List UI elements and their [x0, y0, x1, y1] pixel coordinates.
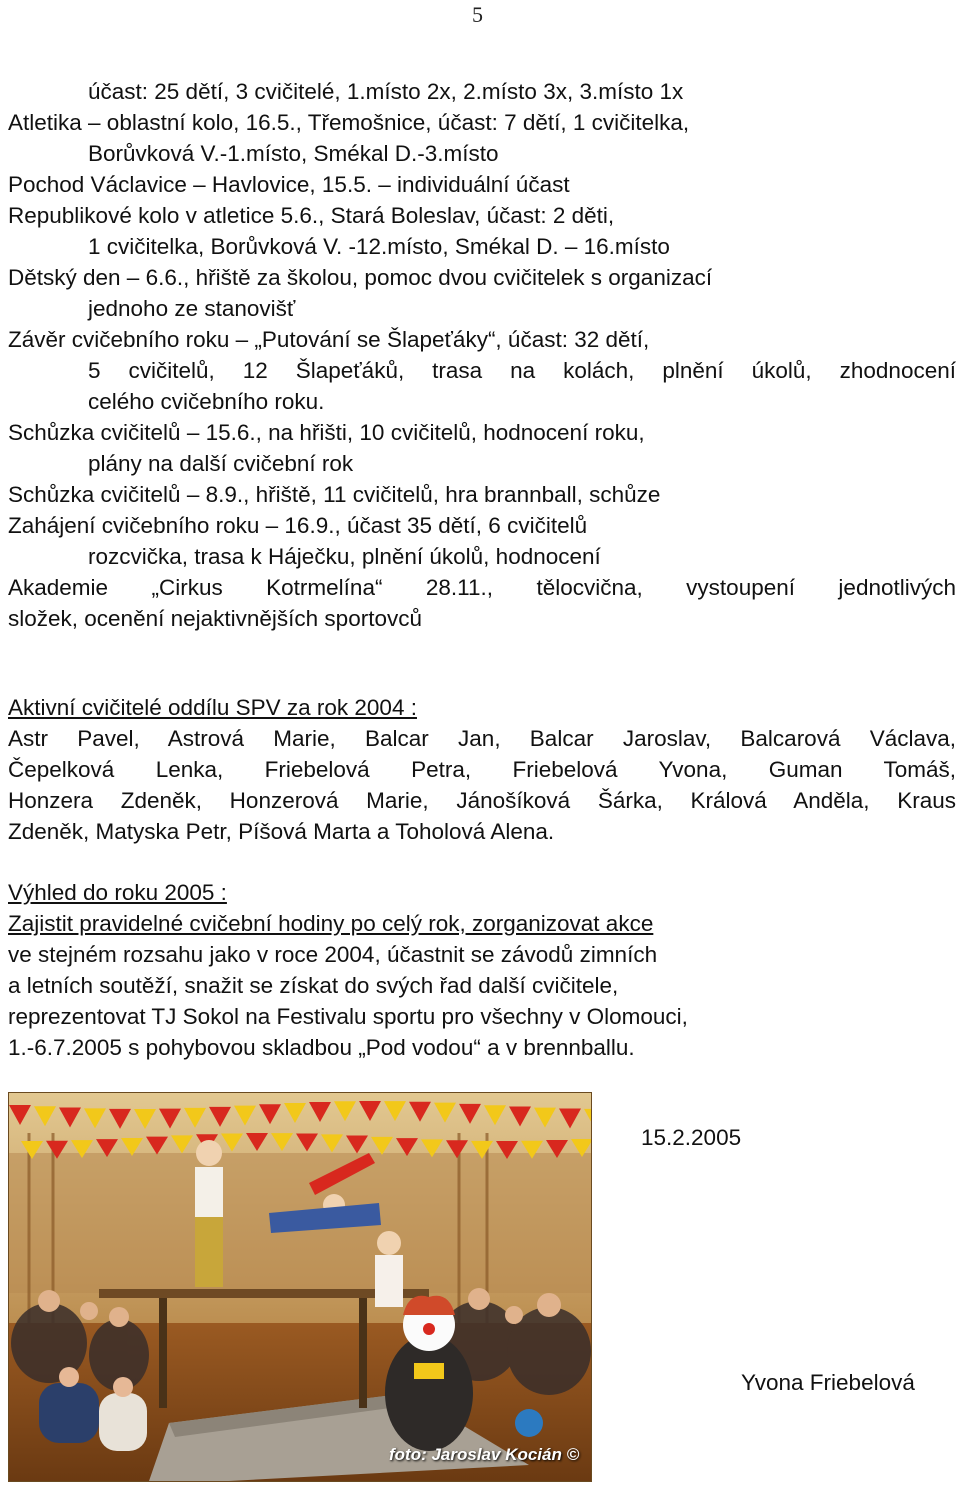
activity-item	[8, 169, 956, 200]
activity-line: Zahájení cvičebního roku – 16.9., účast 35 dětí, 6 cvičitelů	[8, 513, 588, 538]
activity-line: rozcvička, trasa k Háječku, plnění úkolů, hodnocení	[88, 544, 601, 569]
activity-item	[8, 200, 956, 262]
activity-line: účast: 25 dětí, 3 cvičitelé, 1.místo 2x, 2.místo 3x, 3.místo 1x	[88, 79, 684, 104]
photo-credit: foto: Jaroslav Kocián ©	[389, 1445, 580, 1464]
activity-item	[8, 572, 956, 634]
activity-item	[8, 262, 956, 324]
activity-line: 5 cvičitelů, 12 Šlapeťáků, trasa na kolách, plnění úkolů, zhodnocení	[88, 358, 956, 383]
outlook-line: ve stejném rozsahu jako v roce 2004, účastnit se závodů zimních	[8, 942, 658, 967]
activity-line: Republikové kolo v atletice 5.6., Stará Boleslav, účast: 2 děti,	[8, 203, 615, 228]
activity-line: Atletika – oblastní kolo, 16.5., Třemošnice, účast: 7 dětí, 1 cvičitelka,	[8, 110, 690, 135]
activity-item	[8, 324, 956, 417]
activity-line: celého cvičebního roku.	[88, 389, 325, 414]
instructors-line: Čepelková Lenka, Friebelová Petra, Friebelová Yvona, Guman Tomáš,	[8, 757, 956, 782]
activity-item	[8, 107, 956, 169]
activity-list	[8, 76, 956, 634]
outlook-line: reprezentovat TJ Sokol na Festivalu sportu pro všechny v Olomouci,	[8, 1004, 688, 1029]
activity-item	[8, 76, 956, 107]
photo-illustration	[9, 1093, 591, 1481]
activity-line: Dětský den – 6.6., hřiště za školou, pomoc dvou cvičitelek s organizací	[8, 265, 713, 290]
author-name: Yvona Friebelová	[741, 1370, 915, 1395]
active-instructors-section	[8, 692, 956, 847]
outlook-text	[8, 908, 956, 1063]
outlook-line: Zajistit pravidelné cvičební hodiny po celý rok, zorganizovat akce	[8, 911, 654, 936]
gym-performance-photo	[8, 1092, 592, 1482]
activity-line: Akademie „Cirkus Kotrmelína“ 28.11., tělocvična, vystoupení jednotlivých	[8, 575, 956, 600]
activity-item	[8, 417, 956, 479]
page-number: 5	[472, 2, 483, 27]
outlook-section	[8, 877, 956, 1063]
outlook-heading: Výhled do roku 2005 :	[8, 880, 227, 905]
active-instructors-heading: Aktivní cvičitelé oddílu SPV za rok 2004 :	[8, 695, 417, 720]
activity-line: složek, ocenění nejaktivnějších sportovců	[8, 606, 422, 631]
activity-line: Schůzka cvičitelů – 15.6., na hřišti, 10 cvičitelů, hodnocení roku,	[8, 420, 645, 445]
instructors-line: Zdeněk, Matyska Petr, Píšová Marta a Toholová Alena.	[8, 819, 555, 844]
activity-line: Borůvková V.-1.místo, Smékal D.-3.místo	[88, 141, 499, 166]
activity-item	[8, 510, 956, 572]
instructors-line: Honzera Zdeněk, Honzerová Marie, Jánošíková Šárka, Králová Anděla, Kraus	[8, 788, 956, 813]
report-date: 15.2.2005	[641, 1125, 742, 1150]
activity-item	[8, 479, 956, 510]
activity-line: jednoho ze stanovišť	[88, 296, 296, 321]
activity-line: plány na další cvičební rok	[88, 451, 354, 476]
active-instructors-list	[8, 723, 956, 847]
instructors-line: Astr Pavel, Astrová Marie, Balcar Jan, Balcar Jaroslav, Balcarová Václava,	[8, 726, 956, 751]
outlook-line: a letních soutěží, snažit se získat do svých řad další cvičitele,	[8, 973, 619, 998]
activity-line: Pochod Václavice – Havlovice, 15.5. – individuální účast	[8, 172, 570, 197]
activity-line: 1 cvičitelka, Borůvková V. -12.místo, Smékal D. – 16.místo	[88, 234, 670, 259]
activity-line: Závěr cvičebního roku – „Putování se Šlapeťáky“, účast: 32 dětí,	[8, 327, 650, 352]
outlook-line: 1.-6.7.2005 s pohybovou skladbou „Pod vodou“ a v brennballu.	[8, 1035, 635, 1060]
activity-line: Schůzka cvičitelů – 8.9., hřiště, 11 cvičitelů, hra brannball, schůze	[8, 482, 661, 507]
